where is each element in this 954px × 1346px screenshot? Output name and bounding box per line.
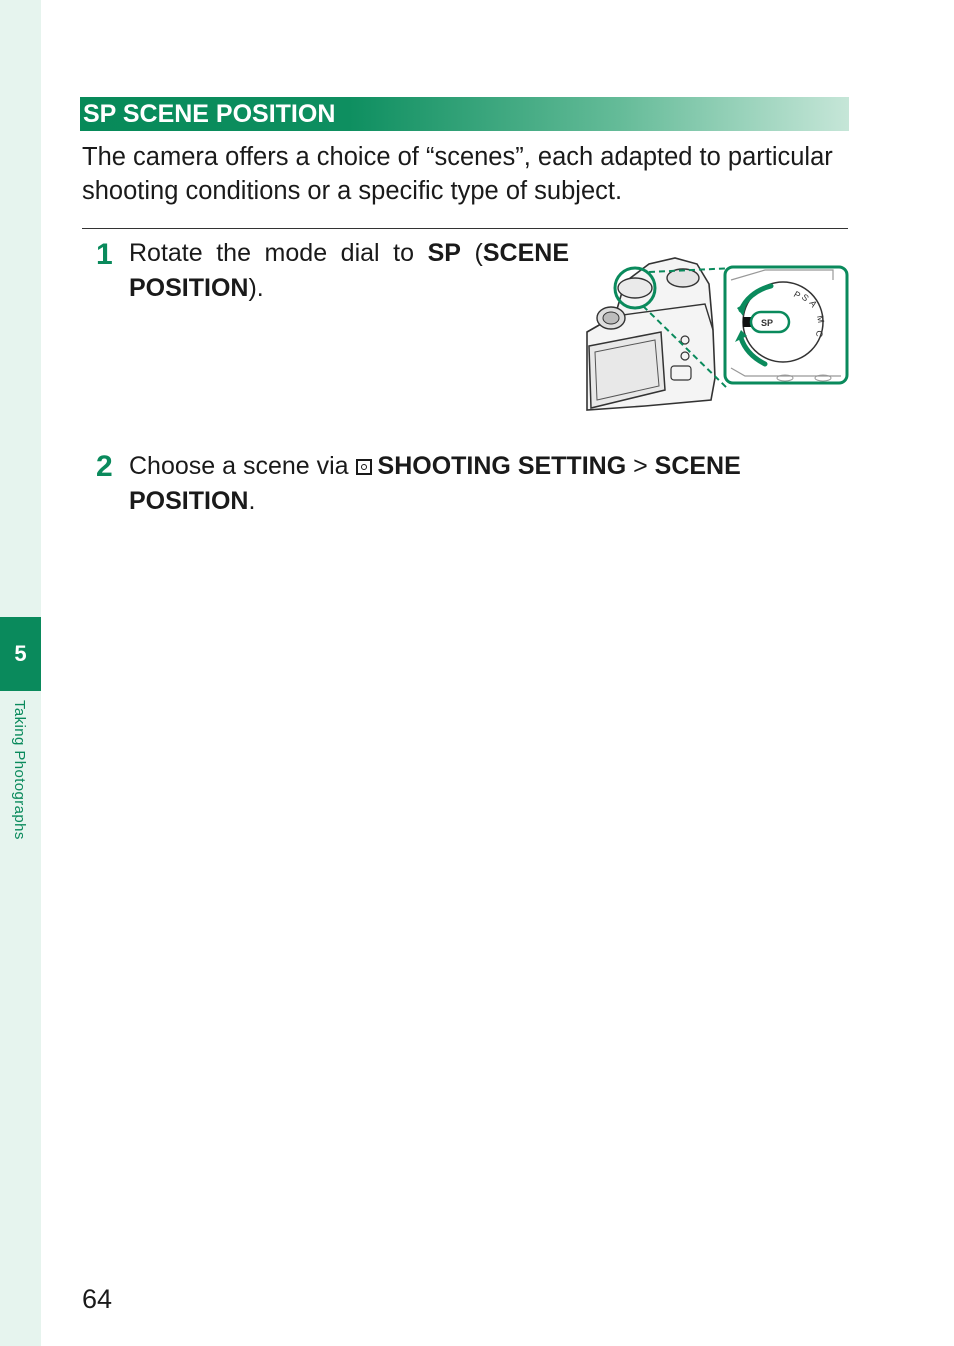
menu-name: SHOOTING SETTING bbox=[377, 452, 627, 480]
intro-paragraph: The camera offers a choice of “scenes”, each adapted to particular shooting conditions or a specific type of subject. bbox=[82, 143, 833, 205]
step-1-text bbox=[129, 236, 569, 306]
chapter-number: 5 bbox=[14, 641, 27, 666]
dial-mark: C bbox=[813, 329, 825, 338]
camera-menu-icon bbox=[356, 459, 372, 475]
section-title: SP SCENE POSITION bbox=[83, 99, 336, 128]
paren: ( bbox=[460, 239, 483, 267]
mode-dial-on-body bbox=[618, 278, 652, 298]
chapter-title: Taking Photographs bbox=[11, 700, 28, 840]
mode-symbol: SP bbox=[427, 239, 461, 267]
step-2-text bbox=[129, 449, 869, 519]
dial-mark: S bbox=[799, 291, 811, 304]
step-text: Choose a scene via bbox=[129, 452, 356, 480]
step-number: 1 bbox=[96, 238, 113, 271]
step-text: Rotate the mode dial to bbox=[129, 239, 428, 267]
dial-sp-label: SP bbox=[761, 318, 774, 328]
menu-item: SCENE POSITION bbox=[129, 452, 741, 515]
mode-name: SCENE POSITION bbox=[129, 239, 569, 302]
mode-dial-illustration bbox=[585, 250, 851, 416]
separator: > bbox=[626, 452, 655, 480]
dial-mark: P bbox=[792, 289, 803, 301]
dial-mark: M bbox=[815, 314, 827, 324]
section-heading bbox=[80, 97, 849, 131]
chapter-tab bbox=[0, 617, 41, 691]
page-number: 64 bbox=[82, 1284, 113, 1314]
step-number: 2 bbox=[96, 450, 113, 483]
step-text-end: ). bbox=[248, 274, 264, 302]
dial-mark: A bbox=[807, 298, 820, 310]
divider bbox=[82, 228, 848, 229]
step-text-end: . bbox=[248, 487, 256, 515]
